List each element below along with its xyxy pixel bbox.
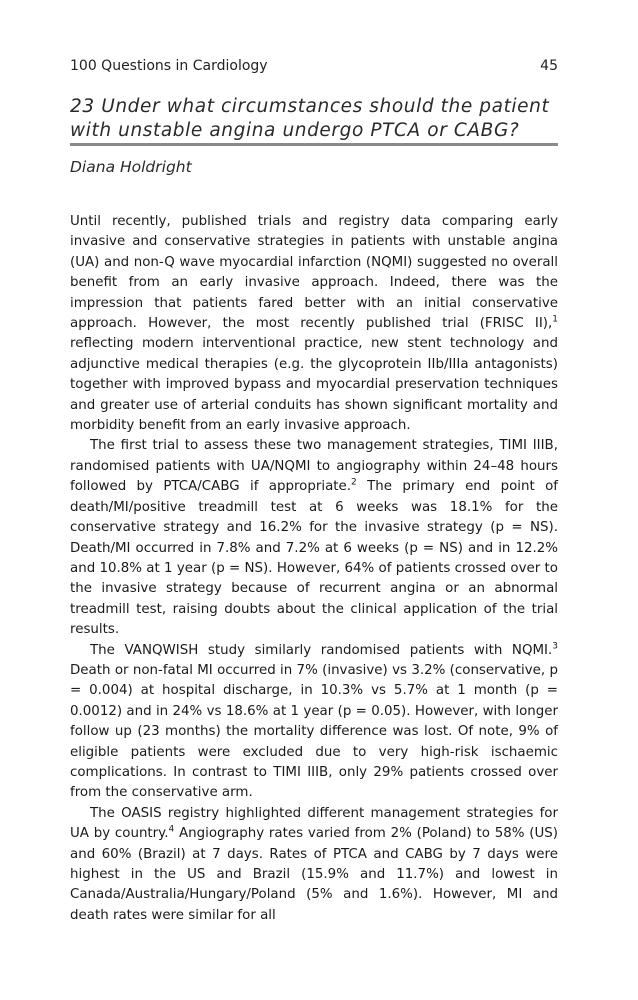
- paragraph-4: [70, 804, 558, 926]
- running-head: [70, 58, 558, 74]
- paragraph-text: The OASIS registry highlighted different management strategies for UA by country.: [70, 805, 558, 842]
- citation-2: 2: [351, 477, 357, 488]
- chapter-title: 23 Under what circumstances should the patient with unstable angina undergo PTCA or CABG?: [70, 96, 550, 141]
- citation-4: 4: [168, 824, 175, 835]
- citation-1: 1: [552, 314, 558, 325]
- chapter-author: Diana Holdright: [70, 158, 192, 176]
- paragraph-1: [70, 212, 558, 436]
- paragraph-text: The VANQWISH study similarly randomised patients with NQMI.: [90, 642, 553, 658]
- body-text: [70, 212, 558, 926]
- page-number: 45: [540, 58, 558, 74]
- paragraph-text: reflecting modern interventional practice, new stent technology and adjunctive medical therapies (e.g. the glycoprotein IIb/IIIa antagonists) together with improved bypass and myocardial preservation techniques and greater use of arterial conduits has shown significant mortality and morbidity benefit from an early invasive approach.: [70, 336, 558, 434]
- paragraph-2: [70, 436, 558, 640]
- paragraph-text: Angiography rates varied from 2% (Poland) to 58% (US) and 60% (Brazil) at 7 days. Rates of PTCA and CABG by 7 days were highest in the US and Brazil (15.9% and 11.7%) and lowest in Canada/Australia/Hungary/Poland (5% and 1.6%). However, MI and death rates were similar for all: [70, 826, 558, 923]
- citation-3: 3: [552, 641, 558, 652]
- book-title: 100 Questions in Cardiology: [70, 58, 268, 74]
- paragraph-3: [70, 641, 558, 804]
- paragraph-text: The primary end point of death/MI/positive treadmill test at 6 weeks was 18.1% for the conservative strategy and 16.2% for the invasive strategy (p = NS). Death/MI occurred in 7.8% and 7.2% at 6 weeks (p = NS) and in 12.2% and 10.8% at 1 year (p = NS). However, 64% of patients crossed over to the invasive strategy because of recurrent angina or an abnormal treadmill test, raising doubts about the clinical application of the trial results.: [70, 479, 559, 638]
- paragraph-text: Until recently, published trials and registry data comparing early invasive and conservative strategies in patients with unstable angina (UA) and non-Q wave myocardial infarction (NQMI) suggested no overall benefit from an early invasive approach. Indeed, there was the impression that patients fared better with an initial conservative approach. However, the most recently published trial (FRISC II),: [70, 214, 558, 332]
- paragraph-text: Death or non-fatal MI occurred in 7% (invasive) vs 3.2% (conservative, p = 0.004) at hospital discharge, in 10.3% vs 5.7% at 1 month (p = 0.0012) and in 24% vs 18.6% at 1 year (p = 0.05). However, with longer follow up (23 months) the mortality difference was lost. Of note, 9% of eligible patients were excluded due to very high-risk ischaemic complications. In contrast to TIMI IIIB, only 29% patients crossed over from the conservative arm.: [70, 662, 558, 801]
- title-rule: [70, 143, 558, 146]
- paragraph-text: The first trial to assess these two management strategies, TIMI IIIB, randomised patients with UA/NQMI to angiography within 24–48 hours followed by PTCA/CABG if appropriate.: [70, 438, 558, 495]
